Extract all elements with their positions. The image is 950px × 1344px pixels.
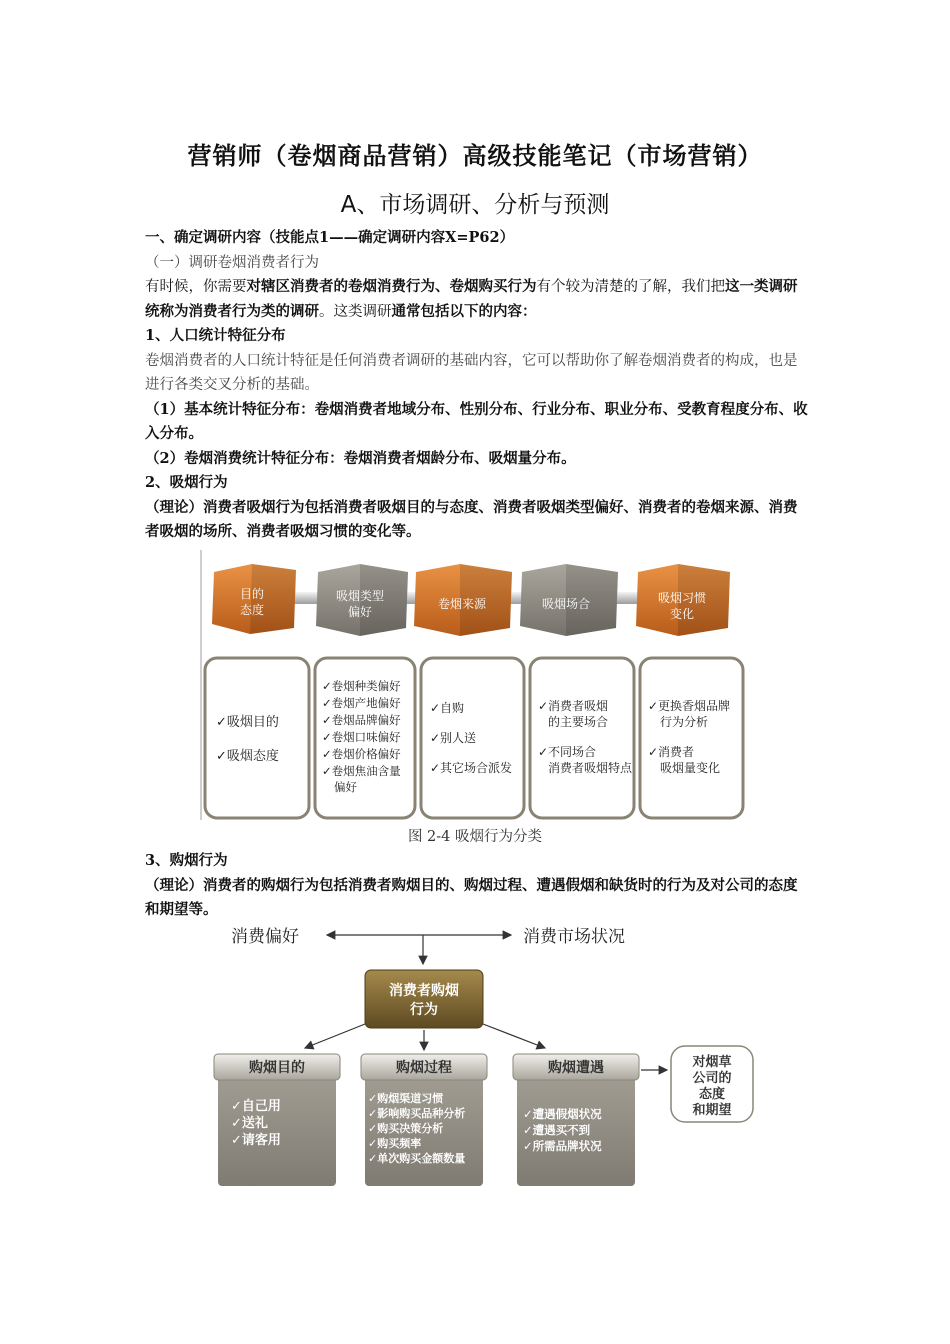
figure-1-caption: 图 2-4 吸烟行为分类 — [407, 829, 543, 845]
section-2-title: 2、吸烟行为 — [145, 474, 228, 491]
section-3-title: 3、购烟行为 — [145, 852, 228, 869]
box-item: 的主要场合 — [548, 715, 609, 729]
box-item: 消费者吸烟特点 — [548, 761, 633, 775]
box-item: ✓别人送 — [430, 731, 477, 745]
cube-label: 吸烟类型 — [335, 589, 385, 603]
column-purpose — [214, 1054, 340, 1186]
box-item: ✓自购 — [430, 701, 465, 715]
column-item: ✓请客用 — [231, 1133, 281, 1148]
left-label: 消费偏好 — [231, 927, 299, 947]
cube-label: 偏好 — [347, 605, 373, 619]
center-box — [365, 970, 483, 1028]
section-3-text: （理论）消费者的购烟行为包括消费者购烟目的、购烟过程、遭遇假烟和缺货时的行为及对公司的态度和期望等。 — [145, 876, 798, 918]
column-process — [361, 1054, 487, 1186]
box-item: 吸烟量变化 — [660, 761, 721, 775]
side-box-line: 公司的 — [692, 1071, 732, 1086]
para-bold: 通常包括以下的内容： — [391, 302, 537, 320]
smoking-behavior-figure — [200, 550, 748, 820]
box-item: ✓消费者 — [648, 745, 695, 759]
box-habit-change — [640, 658, 743, 818]
cube-source — [414, 564, 512, 636]
box-item: ✓更换香烟品牌 — [648, 699, 731, 713]
box-item: 行为分析 — [660, 715, 709, 729]
section-1-text: 卷烟消费者的人口统计特征是任何消费者调研的基础内容，它可以帮助你了解卷烟消费者的构成，也是进行各类交叉分析的基础。 — [145, 352, 798, 393]
column-item: ✓购买决策分析 — [368, 1122, 444, 1135]
box-item: ✓卷烟焦油含量 — [322, 764, 401, 778]
right-label: 消费市场状况 — [523, 927, 625, 947]
document-body — [145, 226, 810, 545]
section-1-item-2: （2）卷烟消费统计特征分布：卷烟消费者烟龄分布、吸烟量分布。 — [145, 449, 576, 467]
cube-label: 吸烟习惯 — [657, 591, 707, 605]
section-2-text: （理论）消费者吸烟行为包括消费者吸烟目的与态度、消费者吸烟类型偏好、消费者的卷烟来源、消费者吸烟的场所、消费者吸烟习惯的变化等。 — [145, 498, 798, 540]
cube-label: 变化 — [669, 607, 695, 621]
box-item: ✓卷烟种类偏好 — [322, 679, 401, 693]
box-source — [421, 658, 524, 818]
para-bold: 这一类调研统称为消费者行为类的调研 — [145, 278, 798, 320]
box-item: ✓卷烟价格偏好 — [322, 747, 401, 761]
box-purpose — [205, 658, 309, 818]
para-text: 有个较为清楚的了解，我们把 — [536, 279, 725, 295]
cube-label: 卷烟来源 — [437, 597, 487, 611]
center-label: 行为 — [410, 1002, 438, 1018]
box-item: ✓卷烟品牌偏好 — [322, 713, 401, 727]
column-item: ✓自己用 — [231, 1099, 281, 1114]
section-3 — [145, 849, 810, 923]
page-title: 营销师（卷烟商品营销）高级技能笔记（市场营销） — [187, 142, 763, 170]
box-item: ✓消费者吸烟 — [538, 699, 609, 713]
cube-place — [520, 564, 618, 636]
column-title: 购烟过程 — [396, 1060, 452, 1076]
box-item: ✓不同场合 — [538, 745, 597, 759]
cube-label: 吸烟场合 — [541, 597, 591, 611]
column-item: ✓购买频率 — [368, 1137, 422, 1150]
column-encounter — [513, 1054, 639, 1186]
para-text: 有时候，你需要 — [145, 279, 247, 295]
section-1-item-1: （1）基本统计特征分布：卷烟消费者地域分布、性别分布、行业分布、职业分布、受教育程度分布、收入分布。 — [145, 400, 808, 442]
column-item: ✓送礼 — [231, 1116, 268, 1131]
column-item: ✓遭遇假烟状况 — [523, 1107, 602, 1121]
column-title: 购烟目的 — [249, 1060, 305, 1076]
para-text: 。这类调研 — [319, 303, 392, 320]
side-box-line: 对烟草 — [692, 1055, 732, 1070]
cube-label: 目的 — [239, 587, 265, 601]
heading-1: 一、确定调研内容（技能点1——确定调研内容X=P62） — [145, 229, 515, 246]
paragraph-1 — [145, 275, 810, 324]
side-box-attitude — [671, 1046, 753, 1122]
column-item: ✓影响购买品种分析 — [368, 1107, 466, 1120]
column-item: ✓购烟渠道习惯 — [368, 1092, 444, 1105]
box-item: ✓吸烟态度 — [216, 749, 279, 764]
cube-purpose — [212, 564, 296, 634]
section-1-title: 1、人口统计特征分布 — [145, 327, 286, 344]
box-item: ✓其它场合派发 — [430, 761, 513, 775]
column-title: 购烟遭遇 — [548, 1060, 604, 1076]
center-label: 消费者购烟 — [389, 983, 459, 999]
para-bold: 对辖区消费者的卷烟消费行为、卷烟购买行为 — [246, 278, 537, 295]
box-item: ✓吸烟目的 — [216, 715, 279, 730]
box-place — [530, 658, 634, 818]
side-box-line: 和期望 — [692, 1103, 732, 1118]
box-item: 偏好 — [334, 780, 357, 794]
cube-habit-change — [636, 564, 730, 636]
cube-type-preference — [316, 564, 408, 636]
heading-1-sub: （一）调研卷烟消费者行为 — [145, 254, 319, 271]
column-item: ✓单次购买金额数量 — [368, 1152, 466, 1165]
box-type-preference — [315, 658, 415, 818]
column-item: ✓遭遇买不到 — [523, 1123, 591, 1137]
cube-label: 态度 — [239, 603, 265, 617]
box-item: ✓卷烟口味偏好 — [322, 730, 401, 744]
box-item: ✓卷烟产地偏好 — [322, 696, 401, 710]
purchase-behavior-figure — [205, 918, 765, 1193]
side-box-line: 态度 — [698, 1087, 726, 1102]
column-item: ✓所需品牌状况 — [523, 1139, 602, 1153]
page-subtitle: A、市场调研、分析与预测 — [340, 192, 610, 218]
